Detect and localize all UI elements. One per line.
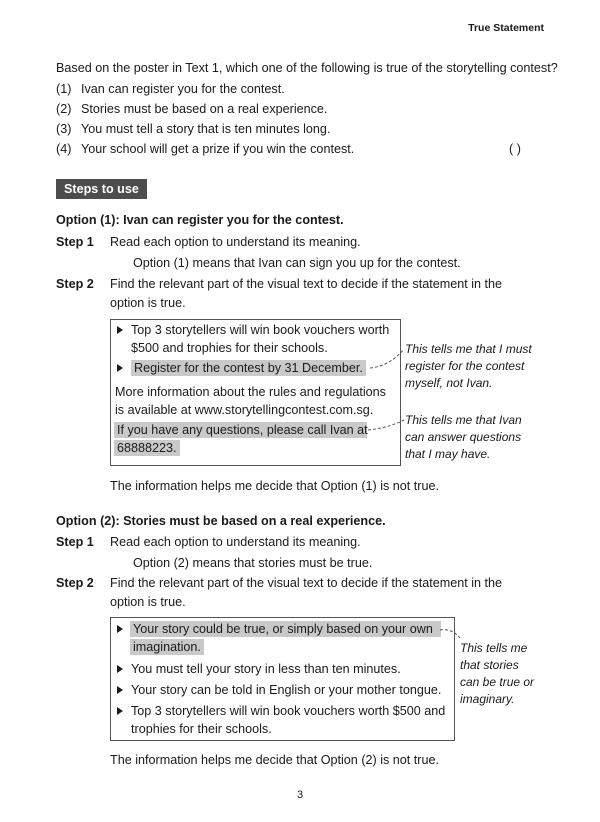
excerpt-line: You must tell your story in less than ten minutes. (131, 662, 401, 676)
highlighted-excerpt: 68888223. (114, 440, 180, 456)
highlighted-excerpt: Your story could be true, or simply based on your own (130, 621, 441, 637)
bullet-arrow-icon (117, 364, 123, 372)
bullet-arrow-icon (117, 326, 123, 334)
part2-conclusion: The information helps me decide that Option (2) is not true. (110, 753, 440, 767)
highlighted-excerpt: If you have any questions, please call Ivan at (114, 422, 367, 438)
margin-note-2: This tells me that Ivan can answer questions that I may have. (405, 413, 522, 461)
option-text: Stories must be based on a real experience. (81, 102, 328, 116)
part1-step1-text: Read each option to understand its meaning. (110, 235, 361, 249)
answer-bracket: ( ) (509, 142, 521, 156)
excerpt-line: is available at www.storytellingcontest.com.sg. (115, 403, 374, 417)
section-title: True Statement (468, 22, 544, 34)
steps-to-use-label: Steps to use (56, 179, 147, 199)
part2-step2-text: option is true. (110, 595, 186, 609)
bullet-arrow-icon (117, 686, 123, 694)
option-text: Ivan can register you for the contest. (81, 82, 285, 96)
part2-step1-sub: Option (2) means that stories must be true. (133, 556, 373, 570)
excerpt-line: Your story can be told in English or your mother tongue. (131, 683, 442, 697)
part2-heading: Option (2): Stories must be based on a real experience. (56, 514, 386, 528)
excerpt-line: Top 3 storytellers will win book vouchers worth (131, 323, 390, 337)
margin-note-1: This tells me that I must register for the contest myself, not Ivan. (405, 342, 532, 390)
part1-step2-text: Find the relevant part of the visual text to decide if the statement in the (110, 277, 503, 291)
option-text: You must tell a story that is ten minutes long. (81, 122, 331, 136)
excerpt-line: Top 3 storytellers will win book vouchers worth $500 and (131, 704, 446, 718)
option-number: (2) (56, 102, 72, 116)
option-text: Your school will get a prize if you win the contest. (81, 142, 355, 156)
bullet-arrow-icon (117, 625, 123, 633)
bullet-arrow-icon (117, 665, 123, 673)
part2-step1-label: Step 1 (56, 535, 94, 549)
part1-step1-sub: Option (1) means that Ivan can sign you up for the contest. (133, 256, 461, 270)
part1-conclusion: The information helps me decide that Option (1) is not true. (110, 479, 440, 493)
excerpt-line: $500 and trophies for their schools. (131, 341, 328, 355)
part1-heading: Option (1): Ivan can register you for the contest. (56, 213, 344, 227)
margin-note-3: This tells me that stories can be true or imaginary. (460, 641, 535, 706)
part2-step1-text: Read each option to understand its meaning. (110, 535, 361, 549)
page-number: 3 (296, 789, 304, 801)
part1-step2-text: option is true. (110, 296, 186, 310)
excerpt-line: trophies for their schools. (131, 722, 272, 736)
excerpt-line: More information about the rules and regulations (115, 385, 386, 399)
highlighted-excerpt: Register for the contest by 31 December. (131, 360, 366, 376)
question-stem: Based on the poster in Text 1, which one of the following is true of the storytelling contest? (56, 61, 558, 75)
part2-step2-label: Step 2 (56, 576, 94, 590)
highlighted-excerpt: imagination. (130, 639, 204, 655)
part1-step1-label: Step 1 (56, 235, 94, 249)
bullet-arrow-icon (117, 707, 123, 715)
part2-step2-text: Find the relevant part of the visual text to decide if the statement in the (110, 576, 503, 590)
part1-step2-label: Step 2 (56, 277, 94, 291)
option-number: (1) (56, 82, 72, 96)
option-number: (3) (56, 122, 72, 136)
option-number: (4) (56, 142, 72, 156)
